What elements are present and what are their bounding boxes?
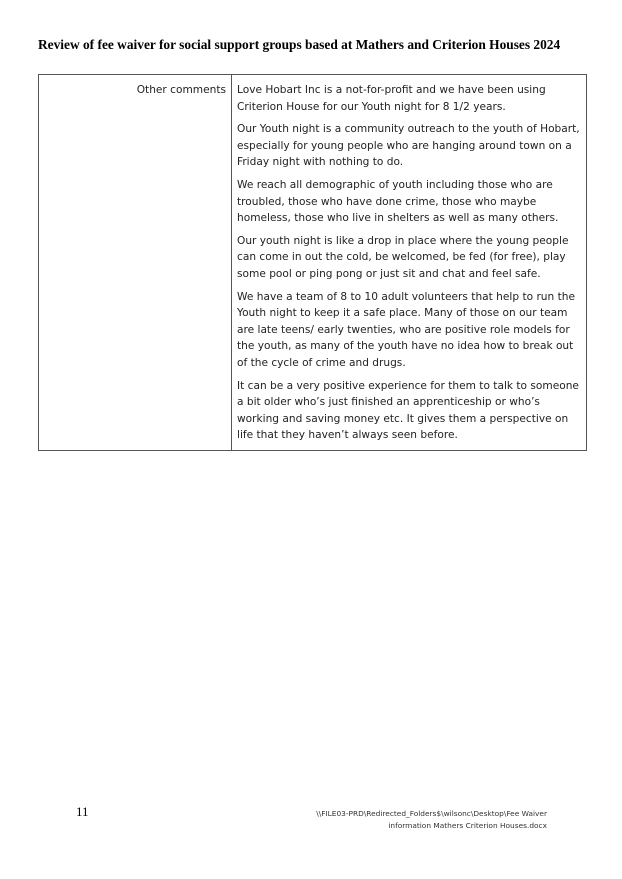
- file-path-line: \\FILE03-PRD\Redirected_Folders$\wilsonc\Desktop\Fee Waiver: [316, 809, 547, 818]
- page-number: 11: [76, 804, 89, 819]
- comment-paragraph: We have a team of 8 to 10 adult volunteers that help to run the Youth night to keep it a safe place. Many of those on our team are late teens/ early twenties, who are positive role models for the youth, as many of the youth have no idea how to break out of the cycle of crime and drugs.: [237, 290, 575, 369]
- row-value-cell: [232, 75, 587, 451]
- file-path-line: information Mathers Criterion Houses.docx: [388, 821, 547, 830]
- comment-paragraph: We reach all demographic of youth including those who are troubled, those who have done crime, those who maybe homeless, those who live in shelters as well as many others.: [237, 178, 559, 225]
- footer-file-path: [247, 808, 547, 832]
- row-label-cell: [39, 75, 232, 451]
- table-row: [39, 75, 587, 451]
- comment-paragraph: It can be a very positive experience for them to talk to someone a bit older who’s just finished an apprenticeship or who’s working and saving money etc. It gives them a perspective on life that they haven’t always seen before.: [237, 379, 579, 442]
- page-title: Review of fee waiver for social support groups based at Mathers and Criterion Houses 2024: [38, 37, 561, 52]
- comment-paragraph: Love Hobart Inc is a not-for-profit and we have been using Criterion House for our Youth night for 8 1/2 years.: [237, 84, 546, 113]
- comments-table: [38, 74, 587, 451]
- row-label: Other comments: [136, 84, 226, 96]
- comment-paragraph: Our youth night is like a drop in place where the young people can come in out the cold, be welcomed, be fed (for free), play some pool or ping pong or just sit and chat and feel safe.: [237, 234, 569, 280]
- comment-paragraph: Our Youth night is a community outreach to the youth of Hobart, especially for young people who are hanging around town on a Friday night with nothing to do.: [237, 123, 580, 169]
